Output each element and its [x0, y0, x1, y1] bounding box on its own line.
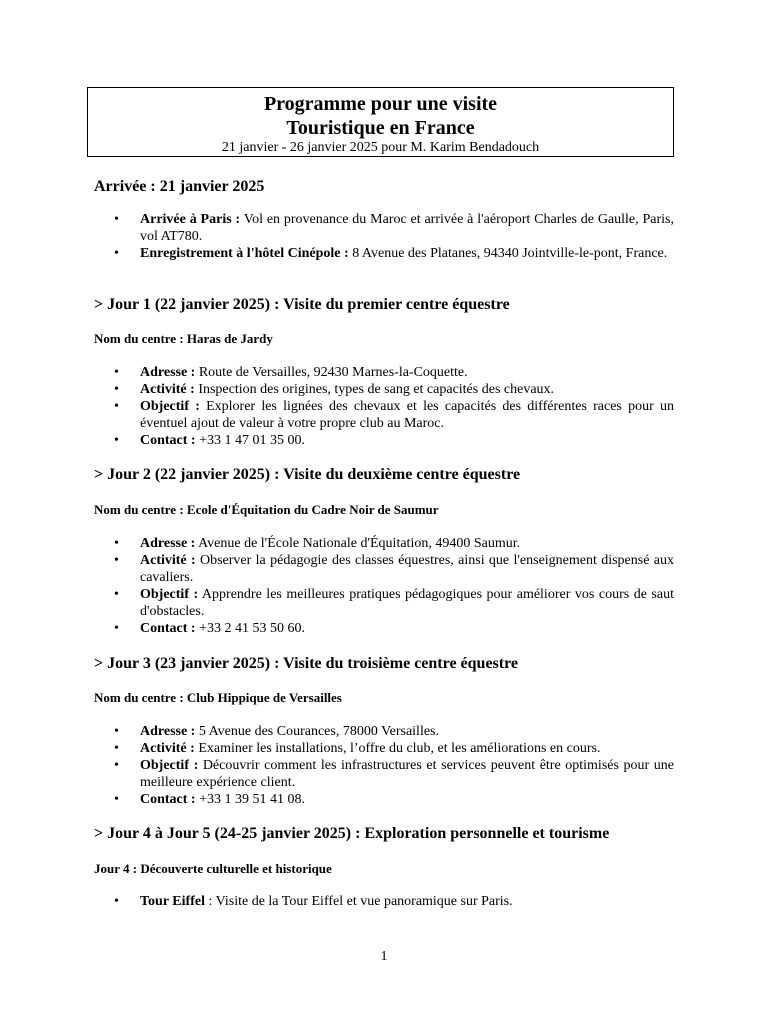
item-text: Route de Versailles, 92430 Marnes-la-Coquette. [195, 365, 468, 380]
item-text: Avenue de l'École Nationale d'Équitation, 49400 Saumur. [195, 536, 521, 551]
bullet-icon: • [114, 792, 119, 807]
day2-heading: > Jour 2 (22 janvier 2025) : Visite du deuxième centre équestre [94, 466, 521, 483]
item-label: Activité : [140, 741, 195, 756]
bullet-icon: • [114, 724, 119, 739]
item-text: Examiner les installations, l’offre du club, et les améliorations en cours. [194, 741, 601, 756]
list-item [94, 620, 674, 637]
item-label: Objectif : [140, 587, 199, 602]
bullet-icon: • [114, 741, 119, 756]
bullet-icon: • [114, 382, 119, 397]
arrival-list [94, 211, 674, 262]
day2-center-name: Nom du centre : Ecole d'Équitation du Cadre Noir de Saumur [94, 502, 439, 517]
item-label: Contact : [140, 792, 196, 807]
list-item [94, 211, 674, 245]
list-item [94, 723, 674, 740]
item-text: 8 Avenue des Platanes, 94340 Jointville-le-pont, France. [348, 246, 668, 261]
item-label: Objectif : [140, 758, 199, 773]
item-text: +33 1 39 51 41 08. [195, 792, 306, 807]
day45-heading: > Jour 4 à Jour 5 (24-25 janvier 2025) : Exploration personnelle et tourisme [94, 825, 610, 842]
day3-list [94, 723, 674, 808]
page-title-line2: Touristique en France [286, 117, 475, 139]
list-item [94, 535, 674, 552]
bullet-icon: • [114, 212, 119, 227]
day1-center-name: Nom du centre : Haras de Jardy [94, 331, 273, 346]
day1-list [94, 364, 674, 449]
item-text: Observer la pédagogie des classes équestres, ainsi que l'enseignement dispensé aux cavaliers. [140, 553, 674, 585]
item-text: Découvrir comment les infrastructures et services peuvent être optimisés pour une meilleure expérience client. [140, 758, 674, 790]
bullet-icon: • [114, 587, 119, 602]
bullet-icon: • [114, 536, 119, 551]
page-number: 1 [380, 949, 388, 964]
list-item [94, 364, 674, 381]
item-label: Arrivée à Paris : [140, 212, 241, 227]
item-label: Activité : [140, 553, 196, 568]
item-label: Objectif : [140, 399, 200, 414]
page-subtitle: 21 janvier - 26 janvier 2025 pour M. Karim Bendadouch [221, 140, 540, 155]
day1-heading: > Jour 1 (22 janvier 2025) : Visite du premier centre équestre [94, 296, 510, 313]
list-item [94, 586, 674, 620]
item-label: Contact : [140, 621, 196, 636]
bullet-icon: • [114, 758, 119, 773]
bullet-icon: • [114, 894, 119, 909]
item-label: Contact : [140, 433, 196, 448]
item-label: Adresse : [140, 724, 196, 739]
item-text: Explorer les lignées des chevaux et les capacités des différentes races pour un éventuel ajout de valeur à votre propre club au Maroc. [140, 399, 674, 431]
item-text: +33 1 47 01 35 00. [195, 433, 306, 448]
bullet-icon: • [114, 365, 119, 380]
bullet-icon: • [114, 621, 119, 636]
list-item [94, 757, 674, 791]
item-label: Tour Eiffel [140, 894, 205, 909]
item-label: Adresse : [140, 365, 196, 380]
item-label: Enregistrement à l'hôtel Cinépole : [140, 246, 349, 261]
item-text: Vol en provenance du Maroc et arrivée à l'aéroport Charles de Gaulle, Paris, vol AT780. [140, 212, 674, 244]
item-label: Adresse : [140, 536, 196, 551]
day45-list [94, 893, 674, 910]
day3-heading: > Jour 3 (23 janvier 2025) : Visite du troisième centre équestre [94, 655, 519, 672]
item-text: 5 Avenue des Courances, 78000 Versailles. [195, 724, 439, 739]
arrival-heading: Arrivée : 21 janvier 2025 [94, 178, 265, 195]
bullet-icon: • [114, 433, 119, 448]
item-text: Apprendre les meilleures pratiques pédagogiques pour améliorer vos cours de saut d'obstacles. [140, 587, 674, 619]
item-text: : Visite de la Tour Eiffel et vue panoramique sur Paris. [204, 894, 513, 909]
item-text: Inspection des origines, types de sang et capacités des chevaux. [194, 382, 555, 397]
list-item [94, 791, 674, 808]
list-item [94, 552, 674, 586]
list-item [94, 398, 674, 432]
day2-list [94, 535, 674, 637]
list-item [94, 432, 674, 449]
item-text: +33 2 41 53 50 60. [195, 621, 306, 636]
bullet-icon: • [114, 399, 119, 414]
day4-subheading: Jour 4 : Découverte culturelle et historique [94, 861, 332, 876]
day3-center-name: Nom du centre : Club Hippique de Versailles [94, 690, 342, 705]
page-title-line1: Programme pour une visite [263, 93, 498, 115]
list-item [94, 381, 674, 398]
list-item [94, 245, 674, 262]
list-item [94, 740, 674, 757]
item-label: Activité : [140, 382, 195, 397]
title-box [87, 87, 674, 157]
bullet-icon: • [114, 553, 119, 568]
list-item [94, 893, 674, 910]
bullet-icon: • [114, 246, 119, 261]
